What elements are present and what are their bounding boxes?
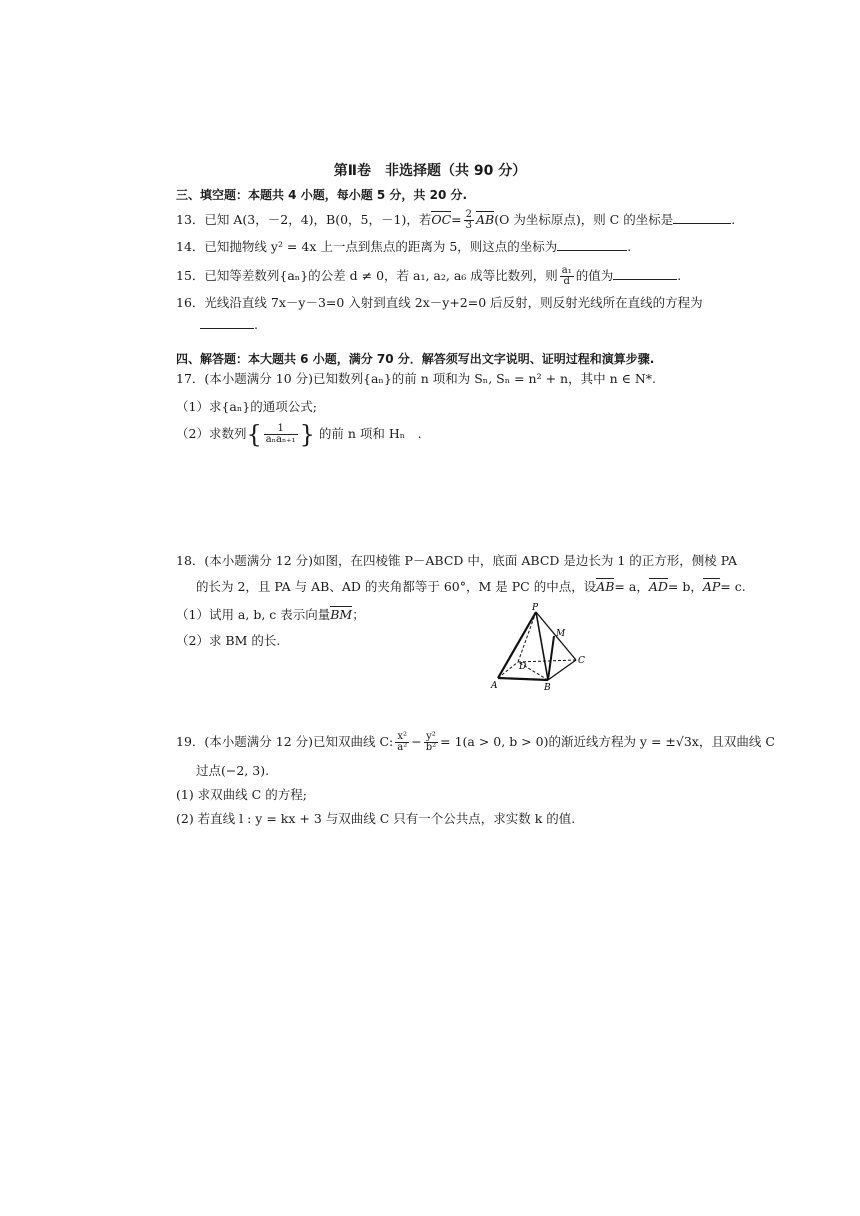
q19-stem-text-b: = 1(a > 0, b > 0)的渐近线方程为 y = ±√3x，且双曲线 C xyxy=(440,734,775,749)
q17-frac-den: aₙaₙ₊₁ xyxy=(265,434,296,445)
label-c: C xyxy=(578,656,585,666)
q15-text-b: 的值为 xyxy=(575,268,614,283)
q18-vector-bm: BM xyxy=(330,607,353,622)
q18-vector-ap: AP xyxy=(702,579,721,594)
q19-frac-x-num: x² xyxy=(395,732,409,743)
question-19-part-2: (2) 若直线 l : y = kx + 3 与双曲线 C 只有一个公共点，求实数 k 的值. xyxy=(176,811,576,826)
q16-text: 16．光线沿直线 7x－y－3=0 入射到直线 2x－y+2=0 后反射，则反射光线所在直线的方程为 xyxy=(176,295,703,310)
q17-right-brace: } xyxy=(299,420,315,449)
q19-fraction-x xyxy=(395,732,409,753)
q15-end: . xyxy=(677,268,682,283)
q19-frac-y-den: b² xyxy=(425,742,437,753)
q16-end: . xyxy=(254,317,258,332)
label-m: M xyxy=(556,629,566,639)
section-4-heading: 四、解答题：本大题共 6 小题，满分 70 分．解答须写出文字说明、证明过程和演算步骤. xyxy=(176,352,655,366)
q19-minus: − xyxy=(411,734,422,749)
q13-vector-oc: OC xyxy=(431,212,452,227)
question-17-part-1: （1）求{aₙ}的通项公式; xyxy=(176,399,317,414)
q18-p1-text-b: ； xyxy=(352,607,365,622)
question-15 xyxy=(176,266,681,287)
label-a: A xyxy=(491,681,498,690)
question-18-stem-1: 18．(本小题满分 12 分)如图，在四棱锥 P－ABCD 中，底面 ABCD 是边长为 1 的正方形，侧棱 PA xyxy=(176,553,738,568)
page-title: 第Ⅱ卷 非选择题（共 90 分） xyxy=(333,163,527,179)
q15-frac-den: d xyxy=(563,276,570,287)
q15-answer-blank[interactable] xyxy=(613,267,677,280)
q16-answer-blank[interactable] xyxy=(200,316,254,329)
q17-p2-text-b: 的前 n 项和 Hₙ . xyxy=(318,426,422,441)
q18-vector-ap-rhs: = c. xyxy=(720,579,746,594)
q13-text-b: (O 为坐标原点)，则 C 的坐标是 xyxy=(494,212,674,227)
pyramid-figure xyxy=(488,600,598,690)
q19-fraction-y xyxy=(424,732,438,753)
q17-left-brace: { xyxy=(246,420,262,449)
q13-frac-num: 2 xyxy=(465,209,472,220)
question-14 xyxy=(176,238,631,256)
q17-fraction xyxy=(264,424,298,445)
q17-p2-text-a: （2）求数列 xyxy=(176,426,247,441)
question-19-stem-2: 过点(−2, 3). xyxy=(196,763,270,778)
q15-frac-num: a₁ xyxy=(561,265,572,276)
q15-fraction xyxy=(560,266,574,287)
q18-stem2-text: 的长为 2，且 PA 与 AB、AD 的夹角都等于 60°，M 是 PC 的中点，设 xyxy=(196,579,597,594)
q13-frac-den: 3 xyxy=(465,220,472,231)
label-b: B xyxy=(544,683,551,690)
q13-vector-ab: AB xyxy=(476,212,495,227)
q18-vector-ad: AD xyxy=(648,579,668,594)
q14-answer-blank[interactable] xyxy=(557,238,627,251)
section-3-heading: 三、填空题：本题共 4 小题，每小题 5 分，共 20 分. xyxy=(176,188,468,202)
q14-end: . xyxy=(627,239,632,254)
question-18-stem-2 xyxy=(196,578,746,596)
q19-frac-x-den: a² xyxy=(397,742,408,753)
question-16 xyxy=(176,294,703,312)
question-19-stem-1 xyxy=(176,732,775,753)
question-13 xyxy=(176,210,735,231)
q19-stem-text-a: 19．(本小题满分 12 分)已知双曲线 C: xyxy=(176,734,394,749)
question-18-part-2: （2）求 BM 的长. xyxy=(176,633,281,648)
label-p: P xyxy=(532,603,539,613)
q18-p1-text-a: （1）试用 a, b, c 表示向量 xyxy=(176,607,331,622)
question-17-stem: 17．(本小题满分 10 分)已知数列{aₙ}的前 n 项和为 Sₙ, Sₙ = n² + n，其中 n ∈ N*. xyxy=(176,371,656,386)
q17-frac-num: 1 xyxy=(264,424,298,435)
q13-end: . xyxy=(731,212,736,227)
q13-answer-blank[interactable] xyxy=(673,211,731,224)
question-16-blank-line xyxy=(200,316,258,334)
q13-equals: = xyxy=(451,212,462,227)
q13-text-a: 13．已知 A(3，－2，4)，B(0，5，－1)，若 xyxy=(176,212,432,227)
q19-frac-y-num: y² xyxy=(424,732,438,743)
question-18-part-1 xyxy=(176,606,365,624)
q13-fraction xyxy=(464,210,474,231)
question-17-part-2 xyxy=(176,420,422,449)
q18-vector-ad-rhs: = b， xyxy=(667,579,703,594)
q18-vector-ab: AB xyxy=(596,579,615,594)
q14-text: 14．已知抛物线 y² = 4x 上一点到焦点的距离为 5，则这点的坐标为 xyxy=(176,239,558,254)
q18-vector-ab-rhs: = a， xyxy=(614,579,649,594)
label-d: D xyxy=(519,662,527,672)
q15-text-a: 15．已知等差数列{aₙ}的公差 d ≠ 0，若 a₁, a₂, a₆ 成等比数列，则 xyxy=(176,268,558,283)
question-19-part-1: (1) 求双曲线 C 的方程; xyxy=(176,787,307,802)
